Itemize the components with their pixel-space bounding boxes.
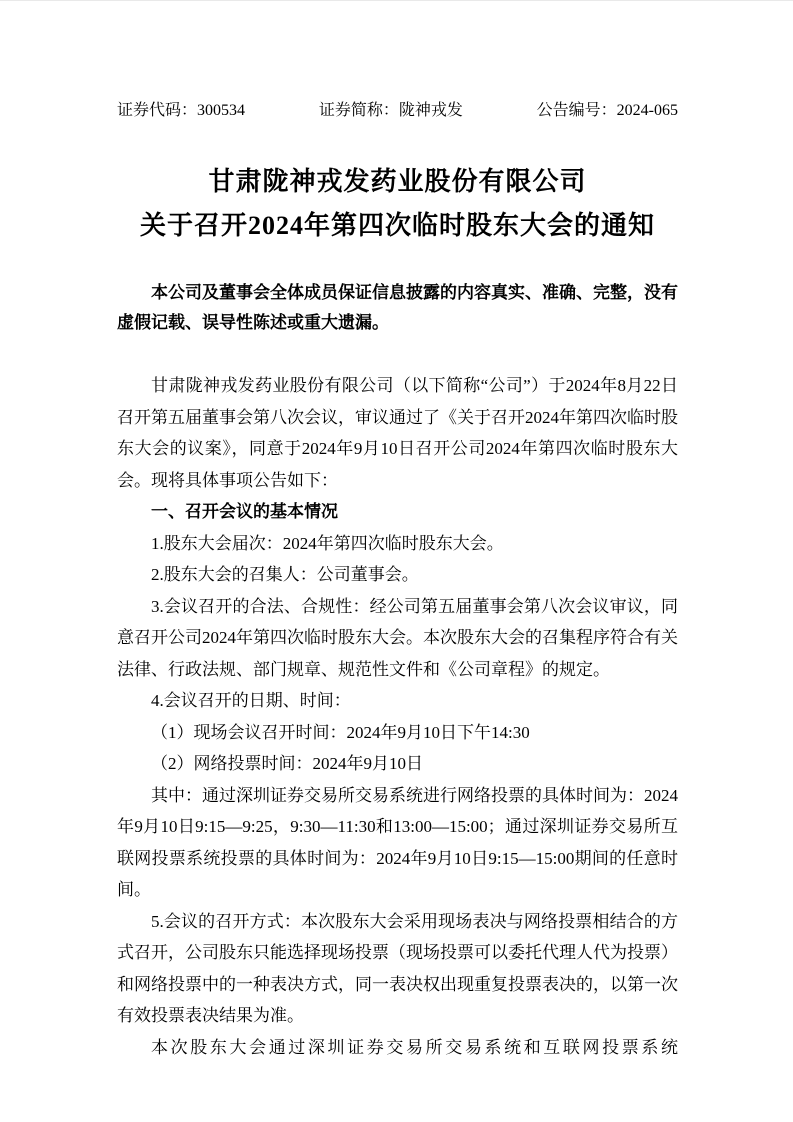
item-4-paragraph: 4.会议召开的日期、时间：: [151, 691, 351, 710]
stock-abbreviation: 证券简称：陇神戎发: [318, 102, 463, 119]
item-2-paragraph: 2.股东大会的召集人：公司董事会。: [151, 565, 419, 584]
item-5-paragraph: 5.会议的召开方式：本次股东大会采用现场表决与网络投票相结合的方式召开，公司股东只能选择现场投票（现场投票可以委托代理人代为投票）和网络投票中的一种表决方式，同一表决权出现重复投票表决的，以第一次有效投票表决结果为准。: [117, 911, 678, 1025]
item-3-paragraph: 3.会议召开的合法、合规性：经公司第五届董事会第八次会议审议，同意召开公司2024年第四次临时股东大会。本次股东大会的召集程序符合有关法律、行政法规、部门规章、规范性文件和《公司章程》的规定。: [117, 596, 678, 679]
item-1-paragraph: 1.股东大会届次：2024年第四次临时股东大会。: [151, 533, 504, 553]
intro-paragraph: 甘肃陇神戎发药业股份有限公司（以下简称“公司”）于2024年8月22日召开第五届董事会第八次会议，审议通过了《关于召开2024年第四次临时股东大会的议案》，同意于2024年9月10日召开公司2024年第四次临时股东大会。现将具体事项公告如下：: [117, 376, 678, 490]
document-body: [117, 370, 678, 1063]
title-block: [117, 160, 678, 248]
continuation-paragraph: 本次股东大会通过深圳证券交易所交易系统和互联网投票系统: [151, 1037, 678, 1057]
item-4-detail-paragraph: 其中：通过深圳证券交易所交易系统进行网络投票的具体时间为：2024年9月10日9:15—9:25，9:30—11:30和13:00—15:00；通过深圳证券交易所互联网投票系统投票的具体时间为：2024年9月10日9:15—15:00期间的任意时间。: [117, 785, 678, 899]
company-name-title: 甘肃陇神戎发药业股份有限公司: [208, 167, 587, 196]
item-4-sub-1-paragraph: （1）现场会议召开时间：2024年9月10日下午14:30: [151, 722, 530, 742]
announcement-title: 关于召开2024年第四次临时股东大会的通知: [139, 211, 655, 240]
stock-code: 证券代码：300534: [117, 102, 246, 119]
document-header: [117, 100, 678, 122]
section-1-heading: 一、召开会议的基本情况: [151, 502, 338, 521]
announcement-number: 公告编号：2024-065: [536, 102, 678, 119]
disclaimer-paragraph: 本公司及董事会全体成员保证信息披露的内容真实、准确、完整，没有虚假记载、误导性陈述或重大遗漏。: [117, 283, 678, 332]
item-4-sub-2-paragraph: （2）网络投票时间：2024年9月10日: [151, 754, 423, 773]
